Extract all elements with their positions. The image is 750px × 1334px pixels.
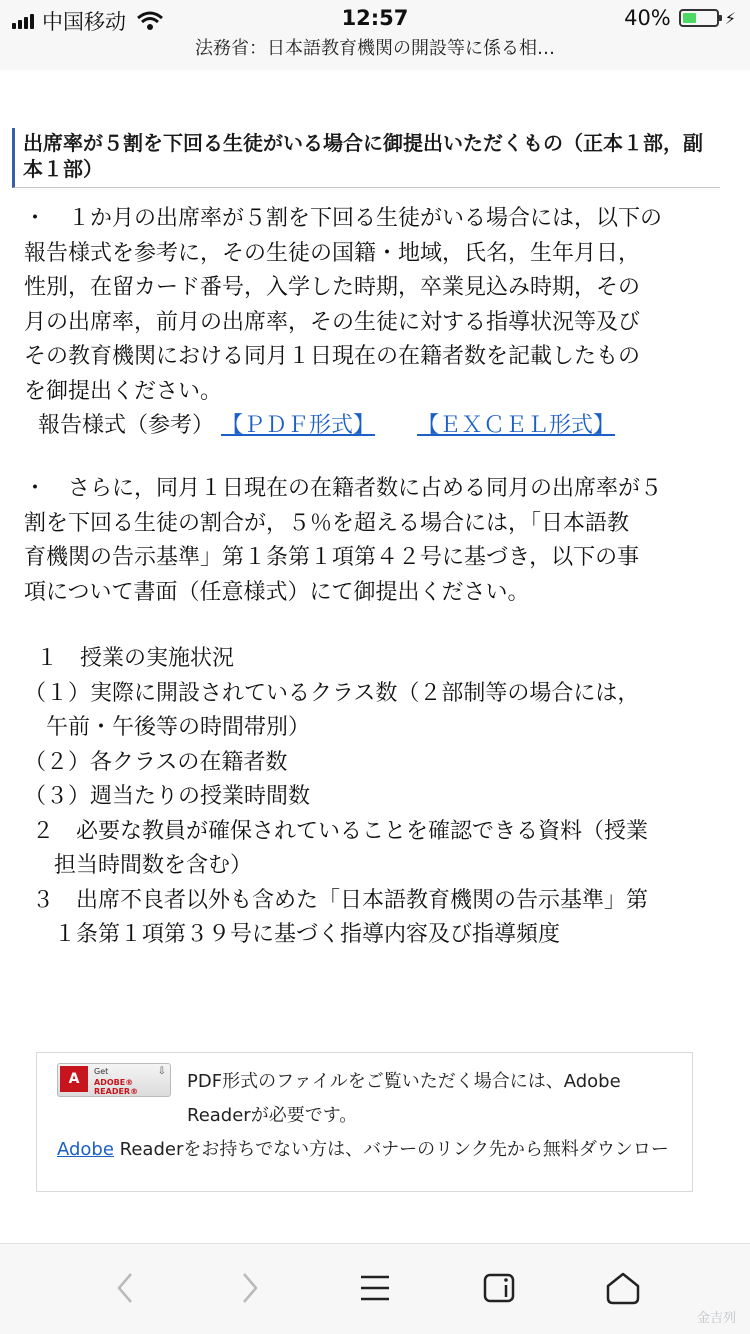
tabs-button[interactable] <box>475 1266 525 1310</box>
battery-fill <box>683 13 696 23</box>
browser-toolbar <box>0 1243 750 1334</box>
menu-button[interactable] <box>350 1266 400 1310</box>
carrier-label: 中国移动 <box>42 10 126 34</box>
page-title[interactable]: 法務省：日本語教育機関の開設等に係る相… <box>0 38 750 70</box>
section-heading: 出席率が５割を下回る生徒がいる場合に御提出いただくもの（正本１部，副本１部） <box>12 128 720 188</box>
back-button[interactable] <box>100 1266 150 1310</box>
text-line: 項について書面（任意様式）にて御提出ください。 <box>24 579 530 605</box>
text-line: ・ １か月の出席率が５割を下回る生徒がいる場合には，以下の <box>24 206 663 231</box>
report-format-line <box>24 409 724 444</box>
paragraph-additional <box>24 472 724 610</box>
list-item: （３）週当たりの授業時間数 <box>24 784 311 809</box>
report-format-label: 報告様式（参考） <box>38 413 215 438</box>
get-adobe-reader-banner[interactable] <box>57 1063 171 1097</box>
download-arrow-icon: ⇩ <box>157 1066 166 1077</box>
adobe-reader-notice <box>36 1052 693 1192</box>
status-right <box>624 6 736 30</box>
required-items-list <box>24 642 724 953</box>
adobe-download-text <box>57 1133 687 1167</box>
list-item: 午前・午後等の時間帯別） <box>24 715 311 740</box>
list-item: １ 授業の実施状況 <box>36 646 235 671</box>
text-line: その教育機関における同月１日現在の在籍者数を記載したもの <box>24 344 641 369</box>
list-item: ３ 出席不良者以外も含めた「日本語教育機関の告示基準」第 <box>32 887 649 913</box>
pdf-format-link[interactable]: 【ＰＤＦ形式】 <box>221 413 376 438</box>
list-item: ２ 必要な教員が確保されていることを確認できる資料（授業 <box>32 818 649 844</box>
download-text: Readerをお持ちでない方は、バナーのリンク先から無料ダウンロー <box>113 1139 669 1160</box>
notice-line: Readerが必要です。 <box>187 1105 358 1126</box>
list-item: 担当時間数を含む） <box>32 853 253 878</box>
badge-get-text: Get <box>94 1067 109 1076</box>
text-line: 育機関の告示基準」第１条第１項第４２号に基づき，以下の事 <box>24 545 640 570</box>
battery-icon <box>679 9 719 27</box>
status-bar <box>0 0 750 38</box>
hamburger-icon <box>358 1273 392 1303</box>
chevron-left-icon <box>115 1271 135 1305</box>
adobe-notice-text <box>187 1065 667 1133</box>
charging-icon: ⚡ <box>724 8 736 28</box>
watermark: 金吉列 <box>696 1311 736 1326</box>
badge-reader-text: ADOBE® READER® <box>94 1078 139 1096</box>
text-line: 報告様式を参考に，その生徒の国籍・地域，氏名，生年月日， <box>24 240 641 266</box>
list-item: （２）各クラスの在籍者数 <box>24 749 288 775</box>
list-item: １条第１項第３９号に基づく指導内容及び指導頻度 <box>32 922 561 947</box>
paragraph-report <box>24 202 724 444</box>
text-line: 割を下回る生徒の割合が，５％を超える場合には，「日本語教 <box>24 510 630 536</box>
text-line: を御提出ください。 <box>24 378 223 404</box>
excel-format-link[interactable]: 【ＥＸＣＥＬ形式】 <box>417 413 616 438</box>
tabs-icon <box>482 1271 518 1305</box>
text-line: 月の出席率，前月の出席率，その生徒に対する指導状況等及び <box>24 309 641 335</box>
clock: 12:57 <box>341 6 409 30</box>
text-line: 性別，在留カード番号，入学した時期，卒業見込み時期，その <box>24 275 641 300</box>
list-item: （１）実際に開設されているクラス数（２部制等の場合には， <box>24 680 640 706</box>
notice-line: PDF形式のファイルをご覧いただく場合には、Adobe <box>187 1071 621 1092</box>
home-icon <box>604 1270 642 1306</box>
home-button[interactable] <box>598 1266 648 1310</box>
battery-percent: 40% <box>624 6 671 30</box>
text-line: ・ さらに，同月１日現在の在籍者数に占める同月の出席率が５ <box>24 476 663 501</box>
adobe-link[interactable]: Adobe <box>57 1139 114 1160</box>
forward-button[interactable] <box>225 1266 275 1310</box>
chevron-right-icon <box>240 1271 260 1305</box>
adobe-logo-icon: A <box>60 1066 88 1092</box>
